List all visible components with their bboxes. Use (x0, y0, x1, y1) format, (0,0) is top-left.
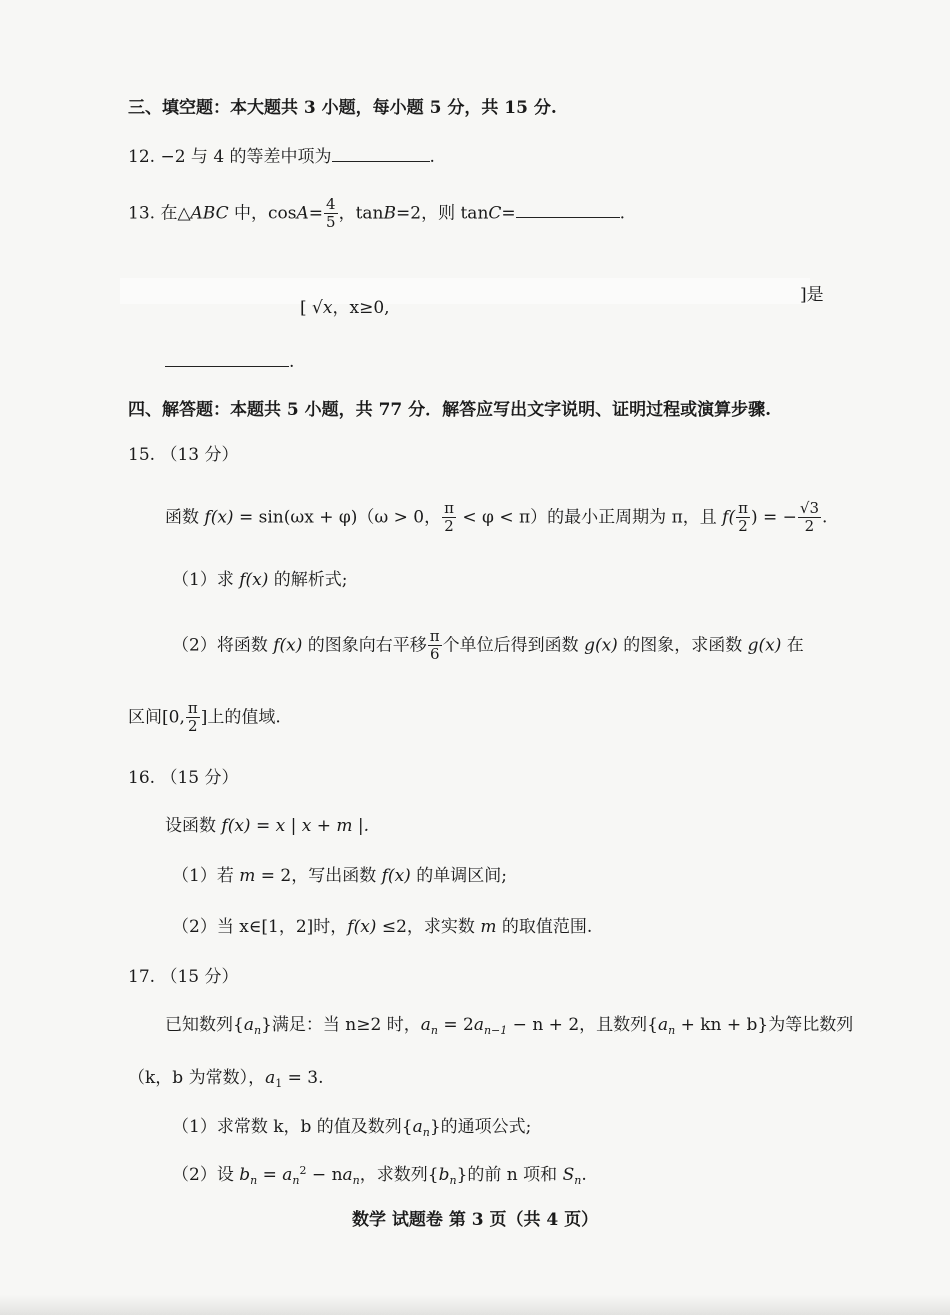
answer-blank-12 (332, 160, 430, 162)
question-15-stem: 函数 f(x) = sin(ωx + φ)（ω > 0， $\frac{\pi}{2}$ < φ < π）的最小正周期为 π，且 f( $\frac{\pi}{2}$ ) = − $\frac{√3}{2}$ . (165, 499, 828, 536)
question-12: 12. −2 与 4 的等差中项为 . (128, 147, 435, 167)
question-14-tail: ]是 (800, 285, 824, 305)
fraction-pi-2: $\frac{\pi}{2}$ (444, 499, 454, 536)
page-bottom-edge (0, 1295, 950, 1315)
obscured-region (120, 278, 810, 304)
question-17-stem-line2: （k，b 为常数），$a_1 = 3$. (128, 1068, 324, 1090)
question-16-header: 16. （15 分） (128, 768, 239, 788)
page-footer: 数学 试题卷 第 3 页（共 4 页） (352, 1210, 599, 1230)
question-17-part2: （2）设 $b_n = a_n^2 - na_n$，求数列$\{b_n\}$的前 n 项和 $S_n$. (172, 1164, 587, 1187)
fraction-pi-6: $\frac{\pi}{6}$ (429, 627, 440, 664)
question-17-stem-line1: 已知数列$\{a_n\}$满足：当 n≥2 时，$a_n = 2a_{n-1} - n + 2$，且数列{$a_n$ + kn + b}为等比数列 (165, 1015, 854, 1037)
fraction-pi-2-range: $\frac{\pi}{2}$ (187, 699, 198, 736)
fraction-sqrt3-2: $\frac{√3}{2}$ (799, 499, 819, 536)
question-16-stem: 设函数 f(x) = x | x + m |. (165, 816, 370, 836)
question-15-header: 15. （13 分） (128, 445, 239, 465)
section4-title: 四、解答题：本题共 5 小题，共 77 分．解答应写出文字说明、证明过程或演算步骤. (128, 400, 772, 420)
question-17-part1: （1）求常数 k，b 的值及数列$\{a_n\}$的通项公式; (172, 1117, 532, 1139)
question-15-part2: （2）将函数 f(x) 的图象向右平移 $\frac{\pi}{6}$ 个单位后得到函数 g(x) 的图象，求函数 g(x) 在 (172, 627, 804, 664)
question-16-part2: （2）当 x∈[1，2]时，f(x) ≤2，求实数 m 的取值范围. (172, 917, 593, 937)
answer-blank-13 (516, 216, 620, 218)
fraction-pi-2-arg: $\frac{\pi}{2}$ (738, 499, 748, 536)
fraction-4-5: $\frac{4}{5}$ (326, 195, 336, 232)
question-15-part1: （1）求 f(x) 的解析式; (172, 570, 348, 590)
answer-blank-14 (165, 365, 289, 367)
section3-title: 三、填空题：本大题共 3 小题，每小题 5 分，共 15 分. (128, 98, 557, 118)
question-14-answer: . (165, 352, 294, 372)
question-13: 13. 在△ABC 中，cosA= $\frac{4}{5}$ ，tanB=2，则 tanC= . (128, 195, 626, 232)
question-14-fragment: [ √x，x≥0, (300, 298, 390, 318)
question-15-part2-cont: 区间[0, $\frac{\pi}{2}$ ]上的值域. (128, 699, 281, 736)
question-17-header: 17. （15 分） (128, 967, 239, 987)
question-16-part1: （1）若 m = 2，写出函数 f(x) 的单调区间; (172, 866, 507, 886)
